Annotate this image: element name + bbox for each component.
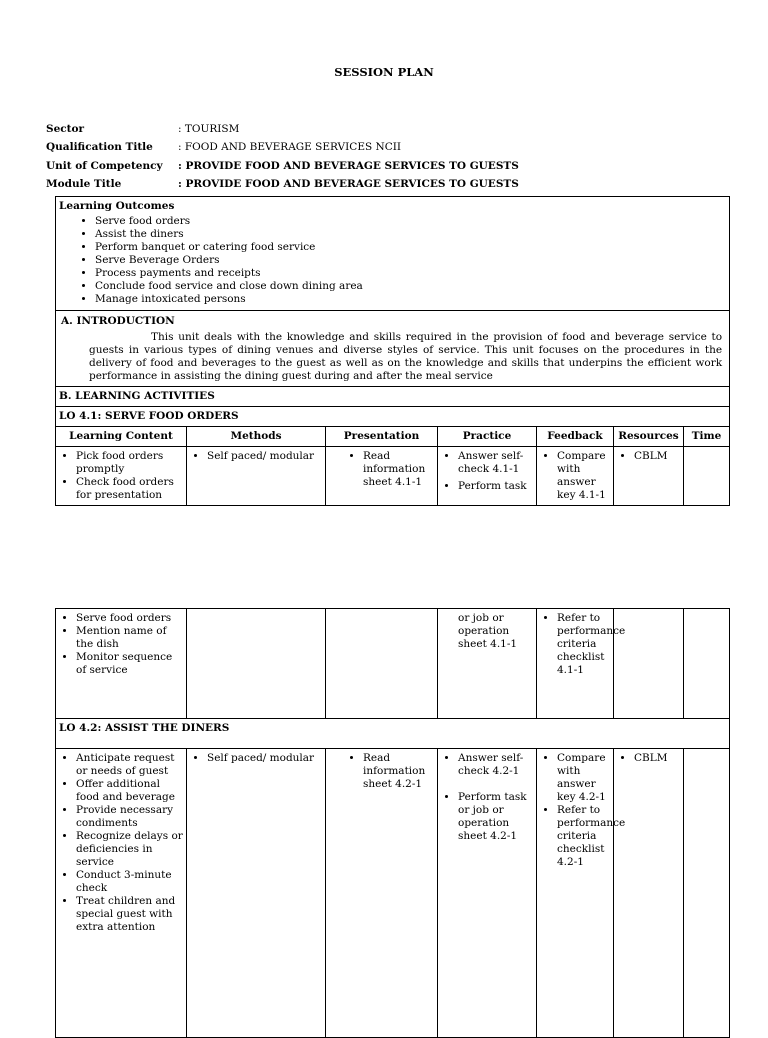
column-header-row [56,427,730,447]
presentation-cell [326,609,438,719]
activities-heading-row [56,387,730,407]
list-item: • Refer to performance criteria checklist 4.2-1 [557,804,610,869]
column-header: Time [684,427,730,447]
list-item: • Anticipate request or needs of guest [76,752,183,778]
column-header: Practice [438,427,537,447]
column-header: Presentation [326,427,438,447]
time-cell [684,609,730,719]
list-item: • Perform task [458,480,533,493]
list-item: • Perform banquet or catering food service [95,241,726,254]
list-item: • Provide necessary condiments [76,804,183,830]
list-item: • Conclude food service and close down dining area [95,280,726,293]
introduction-cell [56,311,730,387]
meta-label: Qualification Title [46,141,153,153]
resources-cell [614,447,684,506]
practice-cell [438,609,537,719]
content-list [59,450,183,502]
learning-content-cell [56,609,187,719]
list-item: • Manage intoxicated persons [95,293,726,306]
activities-heading: B. LEARNING ACTIVITIES [56,387,730,407]
meta-label: Sector [46,123,85,135]
introduction-heading: A. INTRODUCTION [61,315,175,327]
methods-cell [187,609,326,719]
list-item: • Answer self-check 4.2-1 [458,752,533,778]
time-cell [684,749,730,1038]
list-item: • Pick food orders promptly [76,450,183,476]
content-list [59,612,183,677]
list-item: • Read information sheet 4.1-1 [363,450,434,489]
list-item: • Serve food orders [76,612,183,625]
column-header: Methods [187,427,326,447]
list-item: • Refer to performance criteria checklist 4.1-1 [557,612,610,677]
lo1-heading-row [56,407,730,427]
introduction-row [56,311,730,387]
list-item: • Check food orders for presentation [76,476,183,502]
presentation-cell [326,749,438,1038]
list-item: • Answer self-check 4.1-1 [458,450,533,476]
list-item: • Treat children and special guest with extra attention [76,895,183,934]
list-item: • CBLM [634,450,680,463]
page-title: SESSION PLAN [334,65,434,79]
learning-outcomes-cell [56,197,730,311]
meta-value: : FOOD AND BEVERAGE SERVICES NCII [178,141,402,153]
meta-label: Unit of Competency [46,160,163,172]
methods-cell [187,749,326,1038]
presentation-cell [326,447,438,506]
practice-cell [438,749,537,1038]
list-item: • Conduct 3-minute check [76,869,183,895]
column-header: Resources [614,427,684,447]
table-row [56,447,730,506]
practice-cell [438,447,537,506]
list-item: • Offer additional food and beverage [76,778,183,804]
learning-content-cell [56,749,187,1038]
list-item: • Self paced/ modular [207,450,322,463]
learning-outcomes-list [59,215,726,306]
list-item: • Self paced/ modular [207,752,322,765]
feedback-cell [537,749,626,1038]
methods-cell [187,447,326,506]
learning-outcomes-row [56,197,730,311]
list-item: • Process payments and receipts [95,267,726,280]
list-item: • Compare with answer key 4.1-1 [557,450,610,502]
learning-outcomes-heading: Learning Outcomes [59,200,175,212]
practice-continued: or job or operation sheet 4.1-1 [458,612,518,650]
list-item: • Read information sheet 4.2-1 [363,752,434,791]
list-item: • Mention name of the dish [76,625,183,651]
introduction-text: This unit deals with the knowledge and skills required in the provision of food and beverage service to guests in various types of dining venues and diverse styles of service. This unit focuses on the procedures in the delivery of food and beverages to the guest as well as on the knowledge and skills that underpins the efficient work performance in assisting the dining guest during and after the meal service [89,331,723,382]
feedback-cell [537,609,626,719]
list-item: • CBLM [634,752,680,765]
table-row [56,749,730,1038]
list-item: • Compare with answer key 4.2-1 [557,752,610,804]
resources-cell [614,749,684,1038]
meta-label: Module Title [46,178,122,190]
feedback-cell [537,447,614,506]
lo2-heading: LO 4.2: ASSIST THE DINERS [56,718,730,749]
list-item: • Recognize delays or deficiencies in service [76,830,183,869]
time-cell [684,447,730,506]
meta-value: : TOURISM [178,123,240,135]
meta-value: : PROVIDE FOOD AND BEVERAGE SERVICES TO GUESTS [178,178,519,190]
lo2-heading-row [56,718,730,749]
session-table-page-2 [55,608,730,1038]
list-item: • Assist the diners [95,228,726,241]
session-table-page-1 [55,196,730,506]
list-item: • Serve food orders [95,215,726,228]
list-item: • Monitor sequence of service [76,651,183,677]
lo1-heading: LO 4.1: SERVE FOOD ORDERS [56,407,730,427]
column-header: Learning Content [56,427,187,447]
table-row [56,609,730,719]
list-item: • Perform task or job or operation sheet 4.2-1 [458,791,533,843]
column-header: Feedback [537,427,614,447]
learning-content-cell [56,447,187,506]
list-item: • Serve Beverage Orders [95,254,726,267]
content-list [59,752,183,934]
meta-value: : PROVIDE FOOD AND BEVERAGE SERVICES TO GUESTS [178,160,519,172]
